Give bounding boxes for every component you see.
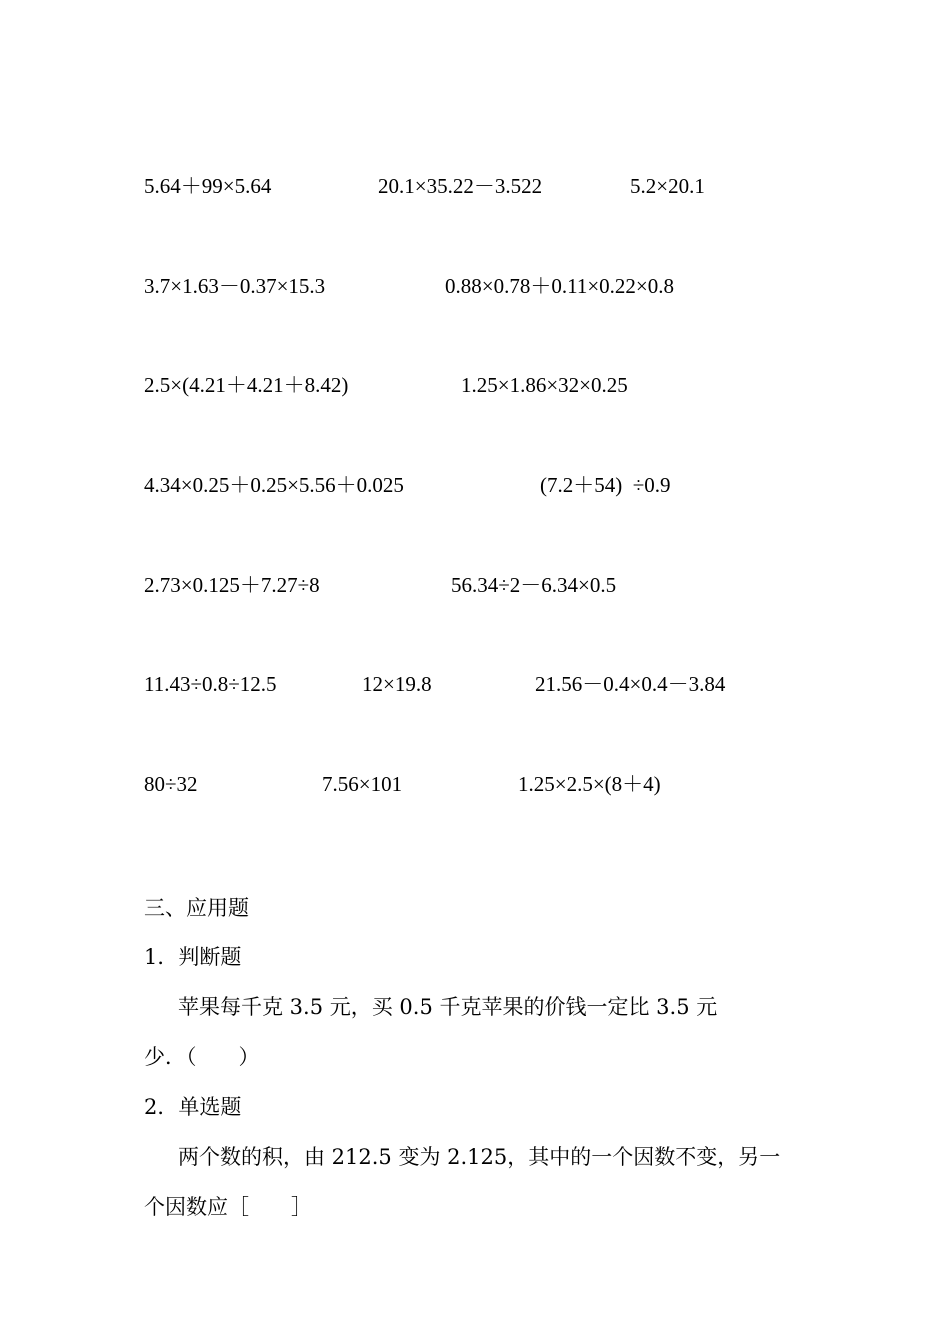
expression: 1.25×1.86×32×0.25 <box>461 373 628 397</box>
question-2-text: 两个数的积，由 212.5 变为 2.125，其中的一个因数不变，另一 <box>178 1145 781 1169</box>
expression: 0.88×0.78＋0.11×0.22×0.8 <box>445 274 675 298</box>
expression: 5.64＋99×5.64 <box>144 174 272 198</box>
expression: 11.43÷0.8÷12.5 <box>144 672 277 696</box>
expression: 56.34÷2－6.34×0.5 <box>451 573 617 597</box>
expression: 20.1×35.22－3.522 <box>378 174 543 198</box>
expression: 5.2×20.1 <box>630 174 705 198</box>
expression: 7.56×101 <box>322 772 403 796</box>
expression: (7.2＋54) ÷0.9 <box>540 473 671 497</box>
expression: 2.73×0.125＋7.27÷8 <box>144 573 320 597</box>
expression: 80÷32 <box>144 772 198 796</box>
expression: 4.34×0.25＋0.25×5.56＋0.025 <box>144 473 404 497</box>
expression: 1.25×2.5×(8＋4) <box>518 772 661 796</box>
expression: 12×19.8 <box>362 672 432 696</box>
question-1-title: 1．判断题 <box>144 945 242 969</box>
question-2-text: 个因数应［ ］ <box>144 1195 312 1219</box>
expression: 3.7×1.63－0.37×15.3 <box>144 274 326 298</box>
question-1-text: 少．（ ） <box>144 1045 260 1069</box>
question-2-title: 2．单选题 <box>144 1095 242 1119</box>
expression: 21.56－0.4×0.4－3.84 <box>535 672 726 696</box>
section-heading: 三、应用题 <box>144 896 249 920</box>
question-1-text: 苹果每千克 3.5 元，买 0.5 千克苹果的价钱一定比 3.5 元 <box>178 995 718 1019</box>
expression: 2.5×(4.21＋4.21＋8.42) <box>144 373 349 397</box>
